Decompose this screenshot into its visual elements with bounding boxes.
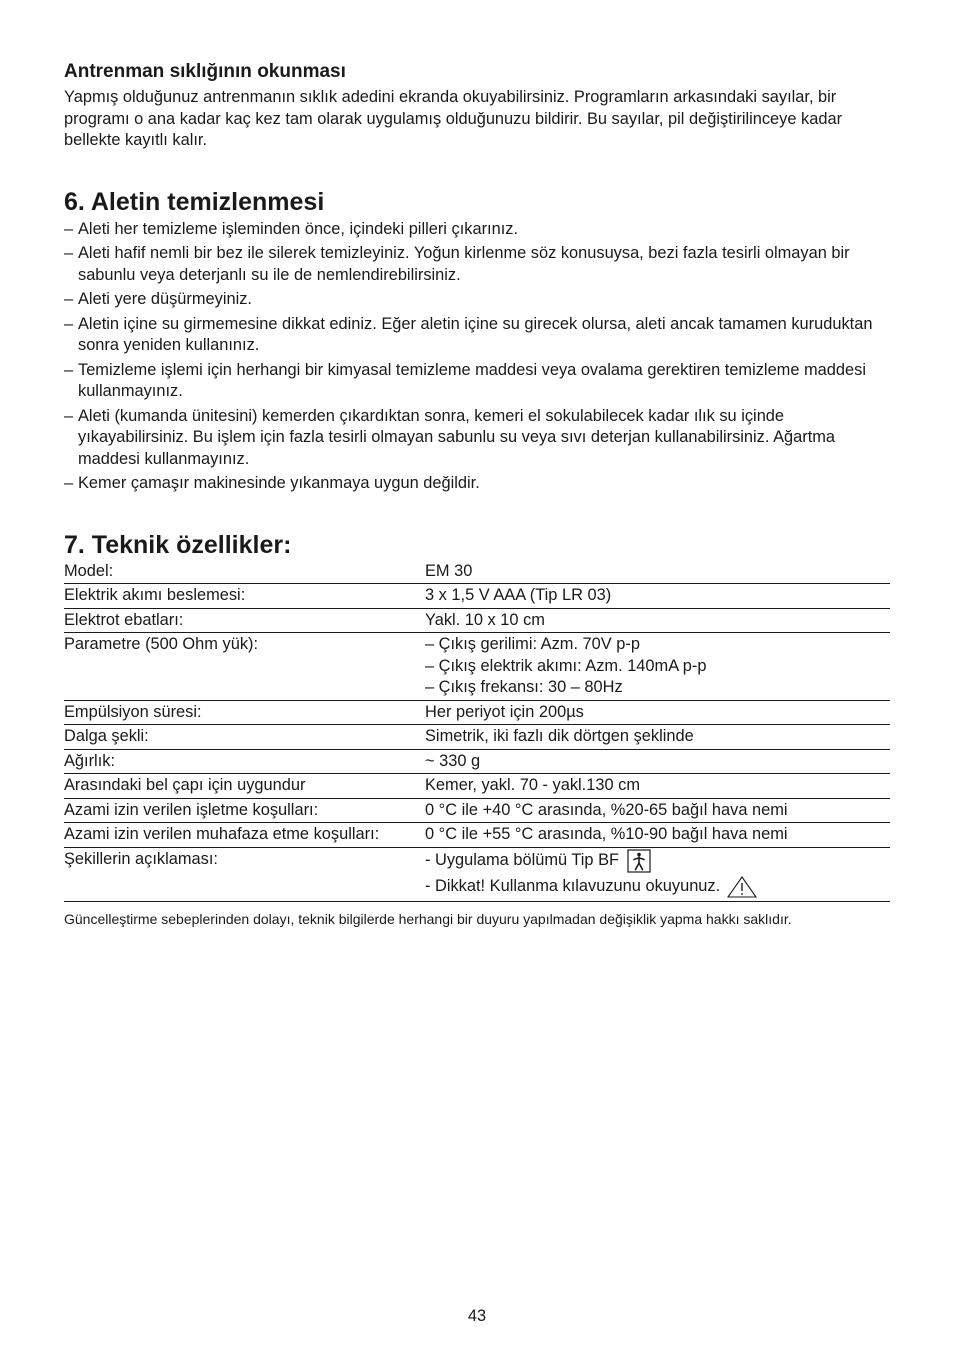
spec-label: Şekillerin açıklaması: <box>64 847 425 901</box>
warning-description: - Dikkat! Kullanma kılavuzunu okuyunuz. <box>425 876 721 895</box>
dash-bullet: – <box>64 314 74 333</box>
cleaning-item: – Temizleme işlemi için herhangi bir kimyasal temizleme maddesi veya ovalama gerektiren temizleme maddesi kullanmayınız. <box>64 360 866 400</box>
spec-value: Her periyot için 200µs <box>425 700 890 725</box>
update-disclaimer: Güncelleştirme sebeplerinden dolayı, teknik bilgilerde herhangi bir duyuru yapılmadan değişiklik yapma hakkı saklıdır. <box>64 910 792 927</box>
bf-description: - Uygulama bölümü Tip BF <box>425 850 620 869</box>
dash-bullet: – <box>64 244 74 262</box>
spec-label: Dalga şekli: <box>64 725 425 750</box>
spec-label: Ağırlık: <box>64 749 425 774</box>
spec-value: 3 x 1,5 V AAA (Tip LR 03) <box>425 584 890 609</box>
cleaning-item: – Kemer çamaşır makinesinde yıkanmaya uygun değildir. <box>64 473 890 495</box>
spec-value: EM 30 <box>425 561 473 580</box>
spec-label: Azami izin verilen muhafaza etme koşulları: <box>64 823 425 848</box>
spec-value: Yakl. 10 x 10 cm <box>425 608 890 633</box>
spec-label: Parametre (500 Ohm yük): <box>64 633 425 701</box>
cleaning-list <box>64 219 890 495</box>
cleaning-item: – Aleti hafif nemli bir bez ile silerek temizleyiniz. Yoğun kirlenme söz konusuysa, bezi fazla tesirli olmayan bir sabunlu veya deterjanlı su ile de nemlendirebilirsiniz. <box>64 244 850 284</box>
training-frequency-heading: Antrenman sıklığının okunması <box>64 61 346 82</box>
spec-row <box>64 700 890 725</box>
cleaning-item: – Aleti her temizleme işleminden önce, içindeki pilleri çıkarınız. <box>64 219 890 241</box>
parameter-line: – Çıkış frekansı: 30 – 80Hz <box>425 678 623 696</box>
spec-value <box>425 847 890 901</box>
spec-row <box>64 847 890 901</box>
spec-row <box>64 774 890 799</box>
spec-value: Simetrik, iki fazlı dik dörtgen şeklinde <box>425 725 890 750</box>
spec-label: Elektrot ebatları: <box>64 608 425 633</box>
cleaning-section-heading: 6. Aletin temizlenmesi <box>64 187 325 216</box>
spec-value: Kemer, yakl. 70 - yakl.130 cm <box>425 774 890 799</box>
spec-value <box>425 633 890 701</box>
spec-value: ~ 330 g <box>425 749 890 774</box>
cleaning-item: – Aletin içine su girmemesine dikkat ediniz. Eğer aletin içine su girecek olursa, aleti ancak tamamen kuruduktan sonra yeniden kullanınız. <box>64 314 873 354</box>
type-bf-applied-part-icon <box>627 849 651 873</box>
spec-label: Elektrik akımı beslemesi: <box>64 584 425 609</box>
spec-label: Model: <box>64 561 114 580</box>
warning-triangle-icon <box>726 875 758 899</box>
parameter-line: – Çıkış gerilimi: Azm. 70V p-p <box>425 635 640 653</box>
training-frequency-paragraph: Yapmış olduğunuz antrenmanın sıklık adedini ekranda okuyabilirsiniz. Programların arkasındaki sayılar, bir programı o ana kadar kaç kez tam olarak uygulamış olduğunuzu bildirir. Bu sayılar, pil değiştirilinceye kadar bellekte kayıtlı kalır. <box>64 88 843 149</box>
spec-label: Empülsiyon süresi: <box>64 700 425 725</box>
cleaning-item: – Aleti yere düşürmeyiniz. <box>64 289 890 311</box>
spec-value: 0 °C ile +40 °C arasında, %20-65 bağıl hava nemi <box>425 798 890 823</box>
dash-bullet: – <box>64 290 74 308</box>
dash-bullet: – <box>64 219 74 238</box>
spec-label: Azami izin verilen işletme koşulları: <box>64 798 425 823</box>
page-number: 43 <box>467 1307 487 1325</box>
spec-row <box>64 725 890 750</box>
dash-bullet: – <box>64 360 74 379</box>
spec-label: Arasındaki bel çapı için uygundur <box>64 774 425 799</box>
technical-specs-table <box>64 560 890 902</box>
technical-specs-heading: 7. Teknik özellikler: <box>64 530 292 559</box>
spec-row <box>64 608 890 633</box>
dash-bullet: – <box>64 406 74 425</box>
spec-row <box>64 823 890 848</box>
spec-row <box>64 798 890 823</box>
spec-row <box>64 584 890 609</box>
spec-value: 0 °C ile +55 °C arasında, %10-90 bağıl hava nemi <box>425 823 890 848</box>
spec-row <box>64 749 890 774</box>
manual-page <box>64 60 890 929</box>
symbol-line <box>425 849 890 873</box>
dash-bullet: – <box>64 474 74 492</box>
spec-row <box>64 560 890 584</box>
parameter-line: – Çıkış elektrik akımı: Azm. 140mA p-p <box>425 656 707 675</box>
spec-row <box>64 633 890 701</box>
symbol-line <box>425 875 890 899</box>
cleaning-item: – Aleti (kumanda ünitesini) kemerden çıkardıktan sonra, kemeri el sokulabilecek kadar ılık su içinde yıkayabilirsiniz. Bu işlem için fazla tesirli olmayan sabunlu su veya sıvı deterjan kullanabilirsiniz. Ağartma maddesi kullanmayınız. <box>64 406 836 468</box>
